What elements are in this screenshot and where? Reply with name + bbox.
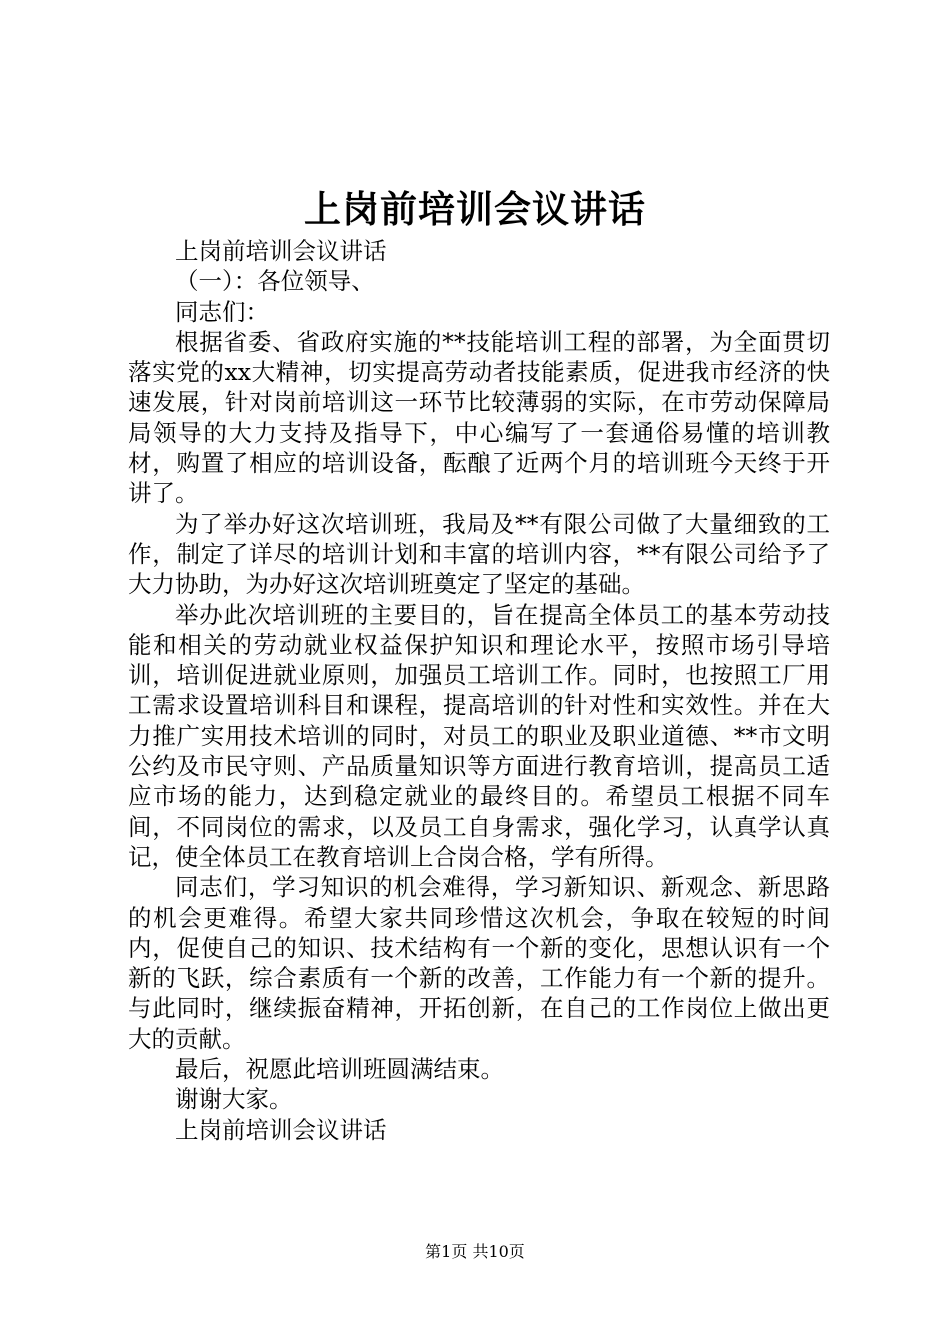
- paragraph-body-2: 为了举办好这次培训班，我局及**有限公司做了大量细致的工作，制定了详尽的培训计划和丰富的培训内容，**有限公司给予了大力协助，为办好这次培训班奠定了坚定的基础。: [128, 509, 830, 599]
- paragraph-subtitle: 上岗前培训会议讲话: [175, 237, 387, 265]
- paragraph-body-1: 根据省委、省政府实施的**技能培训工程的部署，为全面贯切落实党的xx大精神，切实提高劳动者技能素质，促进我市经济的快速发展，针对岗前培训这一环节比较薄弱的实际，在市劳动保障局局领导的大力支持及指导下，中心编写了一套通俗易懂的培训教材，购置了相应的培训设备，酝酿了近两个月的培训班今天终于开讲了。: [128, 327, 830, 508]
- paragraph-next-heading: 上岗前培训会议讲话: [175, 1115, 387, 1144]
- paragraph-body-4: 同志们，学习知识的机会难得，学习新知识、新观念、新思路的机会更难得。希望大家共同珍惜这次机会，争取在较短的时间内，促使自己的知识、技术结构有一个新的变化，思想认识有一个新的飞跃，综合素质有一个新的改善，工作能力有一个新的提升。与此同时，继续振奋精神，开拓创新，在自己的工作岗位上做出更大的贡献。: [128, 873, 830, 1053]
- paragraph-salutation-1: （一）：各位领导、: [175, 267, 375, 296]
- paragraph-salutation-2: 同志们：: [175, 297, 269, 326]
- document-title: 上岗前培训会议讲话: [304, 187, 646, 231]
- document-body: [128, 236, 830, 1145]
- page-footer: 第1页 共10页: [425, 1242, 525, 1261]
- paragraph-closing-2: 谢谢大家。: [175, 1085, 293, 1114]
- paragraph-body-3: 举办此次培训班的主要目的，旨在提高全体员工的基本劳动技能和相关的劳动就业权益保护知识和理论水平，按照市场引导培训，培训促进就业原则，加强员工培训工作。同时，也按照工厂用工需求设置培训科目和课程，提高培训的针对性和实效性。并在大力推广实用技术培训的同时，对员工的职业及职业道德、**市文明公约及市民守则、产品质量知识等方面进行教育培训，提高员工适应市场的能力，达到稳定就业的最终目的。希望员工根据不同车间，不同岗位的需求，以及员工自身需求，强化学习，认真学认真记，使全体员工在教育培训上合岗合格，学有所得。: [128, 600, 830, 871]
- paragraph-closing-1: 最后，祝愿此培训班圆满结束。: [175, 1055, 504, 1084]
